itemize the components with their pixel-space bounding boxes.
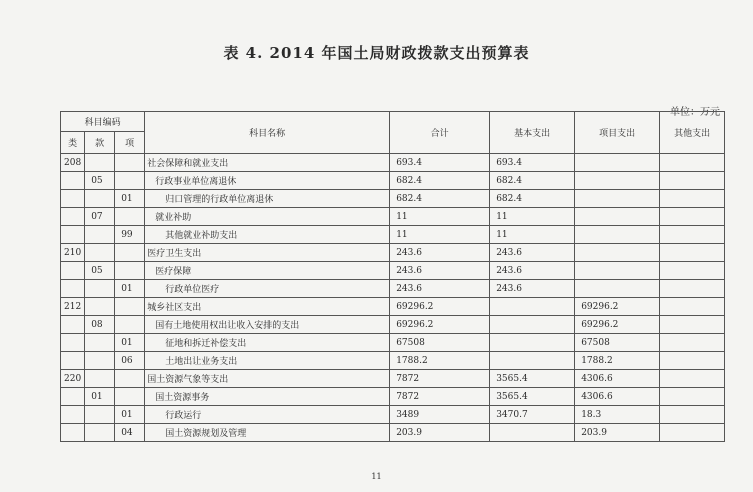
cell-basic: 11 (490, 208, 575, 226)
cell-xiang (115, 388, 145, 406)
cell-lei: 208 (61, 154, 85, 172)
page-number: 11 (371, 472, 382, 481)
cell-other (660, 424, 725, 442)
cell-project (575, 208, 660, 226)
cell-kuan (85, 190, 115, 208)
cell-project: 18.3 (575, 406, 660, 424)
table-row (61, 388, 725, 406)
cell-xiang (115, 370, 145, 388)
cell-xiang (115, 154, 145, 172)
cell-project: 67508 (575, 334, 660, 352)
cell-total: 7872 (390, 388, 490, 406)
cell-other (660, 316, 725, 334)
cell-total: 243.6 (390, 280, 490, 298)
cell-project (575, 280, 660, 298)
cell-other (660, 244, 725, 262)
cell-other (660, 370, 725, 388)
cell-other (660, 226, 725, 244)
cell-other (660, 388, 725, 406)
cell-project (575, 154, 660, 172)
cell-basic: 682.4 (490, 172, 575, 190)
budget-table (60, 111, 725, 442)
cell-xiang: 01 (115, 334, 145, 352)
cell-lei (61, 334, 85, 352)
cell-lei (61, 208, 85, 226)
header-other: 其他支出 (660, 112, 725, 154)
cell-lei: 212 (61, 298, 85, 316)
cell-name: 征地和拆迁补偿支出 (145, 334, 390, 352)
cell-basic: 243.6 (490, 262, 575, 280)
table-row (61, 298, 725, 316)
table-row (61, 208, 725, 226)
cell-kuan (85, 280, 115, 298)
cell-name: 土地出让业务支出 (145, 352, 390, 370)
cell-other (660, 208, 725, 226)
table-row (61, 226, 725, 244)
unit-label: 单位：万元 (670, 107, 720, 118)
cell-lei (61, 226, 85, 244)
cell-project (575, 190, 660, 208)
cell-basic (490, 316, 575, 334)
table-row (61, 424, 725, 442)
cell-basic: 3565.4 (490, 388, 575, 406)
cell-project (575, 226, 660, 244)
cell-project: 4306.6 (575, 370, 660, 388)
cell-basic: 243.6 (490, 280, 575, 298)
cell-lei (61, 280, 85, 298)
cell-name: 医疗卫生支出 (145, 244, 390, 262)
cell-kuan: 01 (85, 388, 115, 406)
cell-project: 4306.6 (575, 388, 660, 406)
cell-total: 203.9 (390, 424, 490, 442)
cell-project (575, 262, 660, 280)
cell-other (660, 280, 725, 298)
cell-xiang (115, 208, 145, 226)
cell-total: 69296.2 (390, 316, 490, 334)
cell-name: 国土资源规划及管理 (145, 424, 390, 442)
table-row (61, 352, 725, 370)
cell-total: 1788.2 (390, 352, 490, 370)
cell-basic: 3565.4 (490, 370, 575, 388)
cell-lei (61, 172, 85, 190)
cell-name: 归口管理的行政单位离退休 (145, 190, 390, 208)
cell-kuan: 08 (85, 316, 115, 334)
cell-basic: 3470.7 (490, 406, 575, 424)
cell-lei (61, 388, 85, 406)
header-kuan: 款 (85, 132, 115, 154)
cell-name: 行政单位医疗 (145, 280, 390, 298)
cell-name: 就业补助 (145, 208, 390, 226)
cell-lei (61, 424, 85, 442)
cell-total: 7872 (390, 370, 490, 388)
cell-name: 社会保障和就业支出 (145, 154, 390, 172)
cell-basic (490, 298, 575, 316)
cell-other (660, 352, 725, 370)
cell-name: 城乡社区支出 (145, 298, 390, 316)
cell-basic (490, 352, 575, 370)
table-row (61, 244, 725, 262)
cell-basic: 693.4 (490, 154, 575, 172)
table-row (61, 172, 725, 190)
cell-lei (61, 316, 85, 334)
table-row (61, 280, 725, 298)
cell-total: 693.4 (390, 154, 490, 172)
cell-xiang: 01 (115, 406, 145, 424)
cell-total: 682.4 (390, 172, 490, 190)
cell-lei (61, 352, 85, 370)
cell-name: 医疗保障 (145, 262, 390, 280)
table-row (61, 370, 725, 388)
cell-name: 行政事业单位离退休 (145, 172, 390, 190)
cell-xiang: 99 (115, 226, 145, 244)
cell-other (660, 190, 725, 208)
cell-xiang: 06 (115, 352, 145, 370)
table-row (61, 154, 725, 172)
header-lei: 类 (61, 132, 85, 154)
cell-total: 682.4 (390, 190, 490, 208)
cell-name: 国土资源事务 (145, 388, 390, 406)
cell-project: 203.9 (575, 424, 660, 442)
cell-other (660, 298, 725, 316)
header-total: 合计 (390, 112, 490, 154)
header-name: 科目名称 (145, 112, 390, 154)
cell-total: 67508 (390, 334, 490, 352)
cell-project (575, 244, 660, 262)
cell-basic (490, 334, 575, 352)
cell-xiang (115, 298, 145, 316)
cell-name: 国有土地使用权出让收入安排的支出 (145, 316, 390, 334)
cell-kuan: 07 (85, 208, 115, 226)
cell-xiang: 01 (115, 280, 145, 298)
cell-lei (61, 262, 85, 280)
cell-xiang (115, 244, 145, 262)
cell-other (660, 334, 725, 352)
cell-xiang (115, 316, 145, 334)
cell-lei: 210 (61, 244, 85, 262)
cell-basic (490, 424, 575, 442)
table-row (61, 406, 725, 424)
table-row (61, 190, 725, 208)
page-title: 表 4. 2014 年国土局财政拨款支出预算表 (223, 44, 530, 62)
cell-project: 1788.2 (575, 352, 660, 370)
cell-basic: 682.4 (490, 190, 575, 208)
cell-project: 69296.2 (575, 298, 660, 316)
cell-name: 国土资源气象等支出 (145, 370, 390, 388)
header-project: 项目支出 (575, 112, 660, 154)
table-row (61, 262, 725, 280)
cell-kuan (85, 298, 115, 316)
cell-total: 11 (390, 208, 490, 226)
cell-kuan (85, 406, 115, 424)
cell-kuan (85, 154, 115, 172)
cell-other (660, 154, 725, 172)
cell-total: 11 (390, 226, 490, 244)
table-row (61, 316, 725, 334)
cell-total: 243.6 (390, 262, 490, 280)
cell-lei: 220 (61, 370, 85, 388)
cell-kuan: 05 (85, 262, 115, 280)
cell-kuan (85, 244, 115, 262)
cell-basic: 11 (490, 226, 575, 244)
header-code-group: 科目编码 (61, 112, 145, 132)
cell-total: 243.6 (390, 244, 490, 262)
table-row (61, 334, 725, 352)
cell-total: 69296.2 (390, 298, 490, 316)
cell-project: 69296.2 (575, 316, 660, 334)
cell-kuan (85, 226, 115, 244)
cell-name: 行政运行 (145, 406, 390, 424)
cell-name: 其他就业补助支出 (145, 226, 390, 244)
cell-kuan (85, 352, 115, 370)
cell-lei (61, 190, 85, 208)
cell-basic: 243.6 (490, 244, 575, 262)
cell-other (660, 172, 725, 190)
cell-kuan (85, 424, 115, 442)
cell-other (660, 406, 725, 424)
cell-lei (61, 406, 85, 424)
cell-kuan (85, 334, 115, 352)
cell-kuan (85, 370, 115, 388)
header-basic: 基本支出 (490, 112, 575, 154)
cell-xiang (115, 172, 145, 190)
cell-total: 3489 (390, 406, 490, 424)
cell-other (660, 262, 725, 280)
cell-xiang: 04 (115, 424, 145, 442)
cell-xiang: 01 (115, 190, 145, 208)
cell-project (575, 172, 660, 190)
header-xiang: 项 (115, 132, 145, 154)
cell-kuan: 05 (85, 172, 115, 190)
cell-xiang (115, 262, 145, 280)
